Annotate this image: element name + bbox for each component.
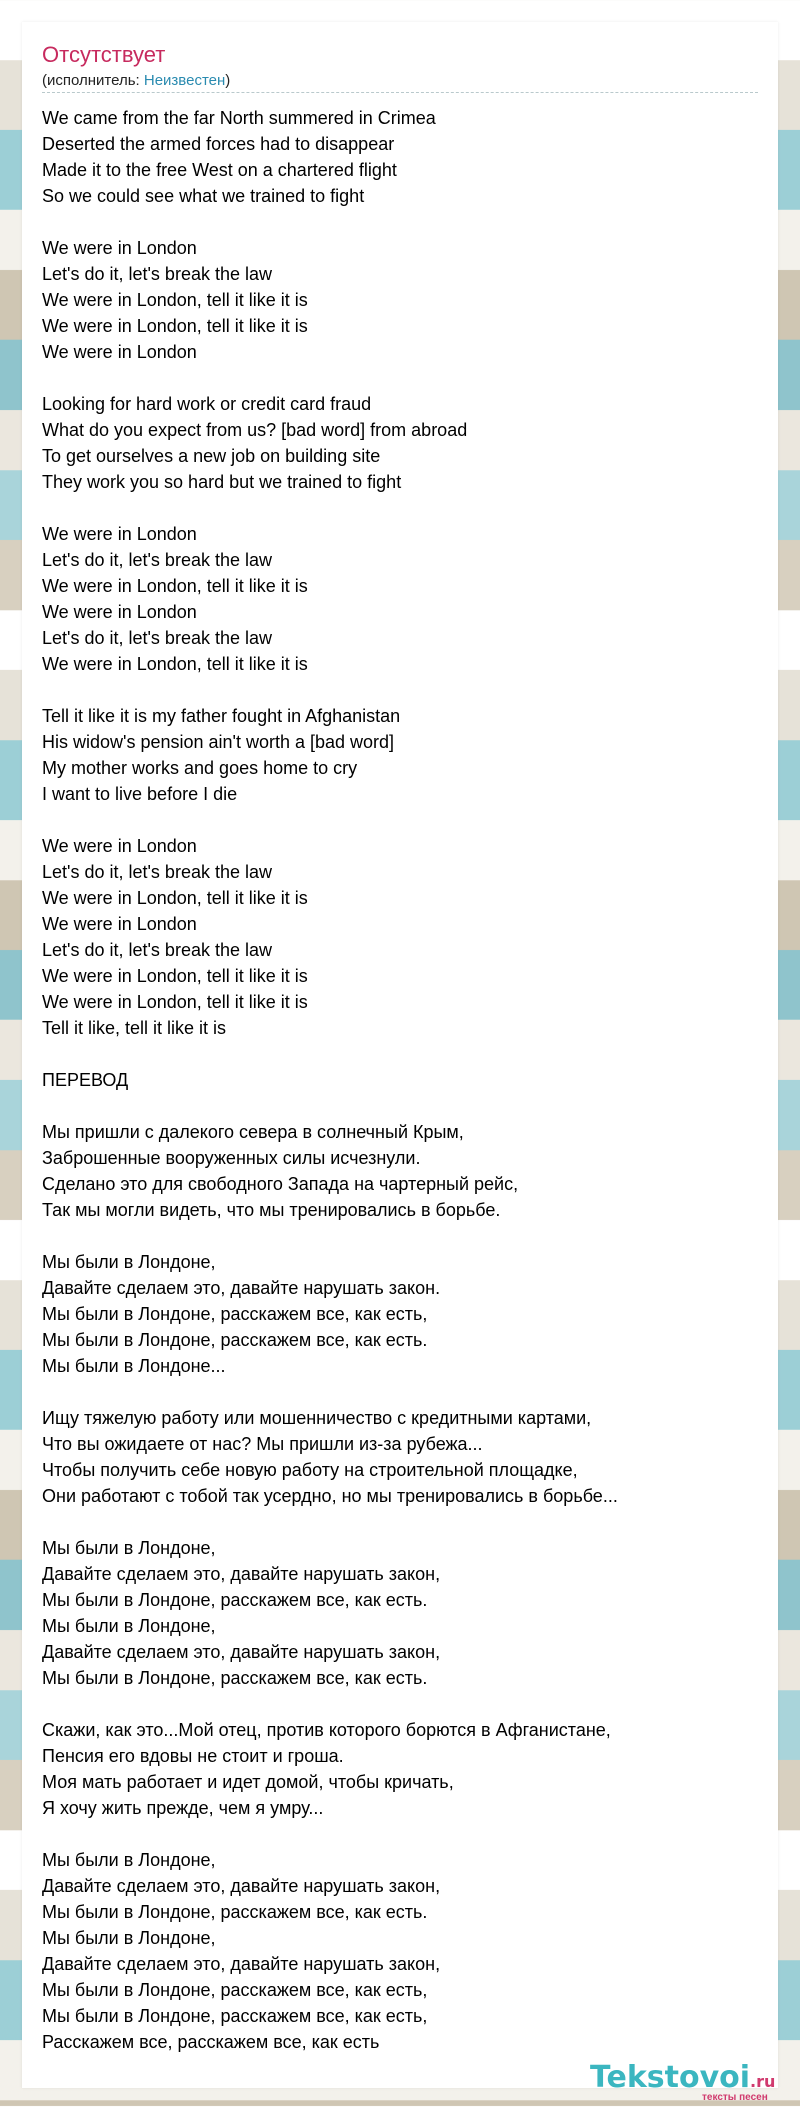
- lyric-line: Looking for hard work or credit card fraud: [42, 394, 372, 414]
- lyric-line: We were in London, tell it like it is: [42, 992, 308, 1012]
- artist-prefix: (исполнитель:: [42, 72, 144, 89]
- stanza-gap: [42, 365, 758, 391]
- stanza-gap: [42, 495, 758, 521]
- stanza-gap: [42, 677, 758, 703]
- lyric-line: Мы были в Лондоне,: [42, 1252, 216, 1272]
- site-logo[interactable]: [590, 2062, 790, 2108]
- logo-tld: .ru: [750, 2072, 776, 2091]
- lyric-line: Моя мать работает и идет домой, чтобы кричать,: [42, 1772, 454, 1792]
- lyric-line: Мы пришли с далекого севера в солнечный Крым,: [42, 1122, 464, 1142]
- lyric-line: Давайте сделаем это, давайте нарушать закон,: [42, 1876, 441, 1896]
- lyric-line: Мы были в Лондоне, расскажем все, как есть.: [42, 1668, 428, 1688]
- stanza-gap: [42, 1223, 758, 1249]
- lyric-line: Так мы могли видеть, что мы тренировались в борьбе.: [42, 1200, 501, 1220]
- lyric-line: My mother works and goes home to cry: [42, 758, 358, 778]
- lyric-line: Deserted the armed forces had to disappear: [42, 134, 395, 154]
- lyric-line: Заброшенные вооруженных силы исчезнули.: [42, 1148, 421, 1168]
- lyric-line: We were in London, tell it like it is: [42, 654, 308, 674]
- artist-suffix: ): [225, 72, 231, 89]
- lyric-line: Пенсия его вдовы не стоит и гроша.: [42, 1746, 344, 1766]
- stanza-gap: [42, 209, 758, 235]
- lyric-line: His widow's pension ain't worth a [bad word]: [42, 732, 395, 752]
- lyric-line: Мы были в Лондоне, расскажем все, как есть.: [42, 1902, 428, 1922]
- lyric-line: Мы были в Лондоне, расскажем все, как есть,: [42, 1980, 428, 2000]
- logo-name: Tekstovoi: [590, 2060, 751, 2095]
- lyric-line: They work you so hard but we trained to fight: [42, 472, 402, 492]
- stanza-gap: [42, 1691, 758, 1717]
- lyric-line: Made it to the free West on a chartered flight: [42, 160, 397, 180]
- lyric-line: Мы были в Лондоне,: [42, 1928, 216, 1948]
- lyric-line: Let's do it, let's break the law: [42, 628, 272, 648]
- lyric-line: Что вы ожидаете от нас? Мы пришли из-за рубежа...: [42, 1434, 483, 1454]
- stanza-gap: [42, 807, 758, 833]
- lyric-line: We were in London: [42, 914, 197, 934]
- lyric-line: Tell it like, tell it like it is: [42, 1018, 227, 1038]
- lyric-line: We were in London: [42, 602, 197, 622]
- lyric-line: We were in London: [42, 238, 197, 258]
- stanza-gap: [42, 1379, 758, 1405]
- lyric-line: Чтобы получить себе новую работу на строительной площадке,: [42, 1460, 578, 1480]
- artist-line: [42, 72, 230, 90]
- stanza-gap: [42, 1093, 758, 1119]
- lyric-line: Давайте сделаем это, давайте нарушать закон,: [42, 1642, 441, 1662]
- title-divider: [42, 92, 758, 93]
- lyric-line: I want to live before I die: [42, 784, 238, 804]
- lyric-line: We were in London, tell it like it is: [42, 576, 308, 596]
- lyric-line: Let's do it, let's break the law: [42, 940, 272, 960]
- lyrics-body: [42, 105, 758, 2055]
- lyric-line: We were in London: [42, 342, 197, 362]
- lyric-line: So we could see what we trained to fight: [42, 186, 365, 206]
- lyric-line: We came from the far North summered in Crimea: [42, 108, 436, 128]
- lyric-line: Мы были в Лондоне, расскажем все, как есть,: [42, 1304, 428, 1324]
- logo-tagline: тексты песен: [702, 2092, 768, 2103]
- lyric-line: We were in London, tell it like it is: [42, 888, 308, 908]
- lyric-line: Мы были в Лондоне, расскажем все, как есть.: [42, 1590, 428, 1610]
- lyric-line: Let's do it, let's break the law: [42, 862, 272, 882]
- lyric-line: Мы были в Лондоне...: [42, 1356, 226, 1376]
- song-title: Отсутствует: [42, 42, 166, 67]
- lyric-line: Давайте сделаем это, давайте нарушать закон,: [42, 1954, 441, 1974]
- lyric-line: Мы были в Лондоне, расскажем все, как есть.: [42, 1330, 428, 1350]
- lyric-line: Расскажем все, расскажем все, как есть: [42, 2032, 380, 2052]
- lyric-line: Давайте сделаем это, давайте нарушать закон,: [42, 1564, 441, 1584]
- lyric-line: Let's do it, let's break the law: [42, 550, 272, 570]
- lyric-line: Let's do it, let's break the law: [42, 264, 272, 284]
- artist-link[interactable]: Неизвестен: [143, 72, 226, 89]
- lyric-line: Они работают с тобой так усердно, но мы тренировались в борьбе...: [42, 1486, 618, 1506]
- lyric-line: We were in London: [42, 836, 197, 856]
- lyric-line: Я хочу жить прежде, чем я умру...: [42, 1798, 324, 1818]
- lyric-line: Скажи, как это...Мой отец, против которого борются в Афганистане,: [42, 1720, 611, 1740]
- lyric-line: ПЕРЕВОД: [42, 1070, 129, 1090]
- lyric-line: We were in London, tell it like it is: [42, 290, 308, 310]
- lyric-line: Tell it like it is my father fought in Afghanistan: [42, 706, 401, 726]
- lyric-line: Мы были в Лондоне, расскажем все, как есть,: [42, 2006, 428, 2026]
- stanza-gap: [42, 1821, 758, 1847]
- lyric-line: To get ourselves a new job on building site: [42, 446, 381, 466]
- lyrics-card: [22, 22, 778, 2103]
- lyric-line: What do you expect from us? [bad word] from abroad: [42, 420, 468, 440]
- stanza-gap: [42, 1509, 758, 1535]
- lyric-line: Мы были в Лондоне,: [42, 1616, 216, 1636]
- lyric-line: Мы были в Лондоне,: [42, 1850, 216, 1870]
- lyric-line: We were in London, tell it like it is: [42, 316, 308, 336]
- lyric-line: Давайте сделаем это, давайте нарушать закон.: [42, 1278, 441, 1298]
- lyric-line: Мы были в Лондоне,: [42, 1538, 216, 1558]
- stanza-gap: [42, 1041, 758, 1067]
- lyric-line: We were in London: [42, 524, 197, 544]
- lyric-line: Сделано это для свободного Запада на чартерный рейс,: [42, 1174, 519, 1194]
- lyric-line: We were in London, tell it like it is: [42, 966, 308, 986]
- lyric-line: Ищу тяжелую работу или мошенничество с кредитными картами,: [42, 1408, 592, 1428]
